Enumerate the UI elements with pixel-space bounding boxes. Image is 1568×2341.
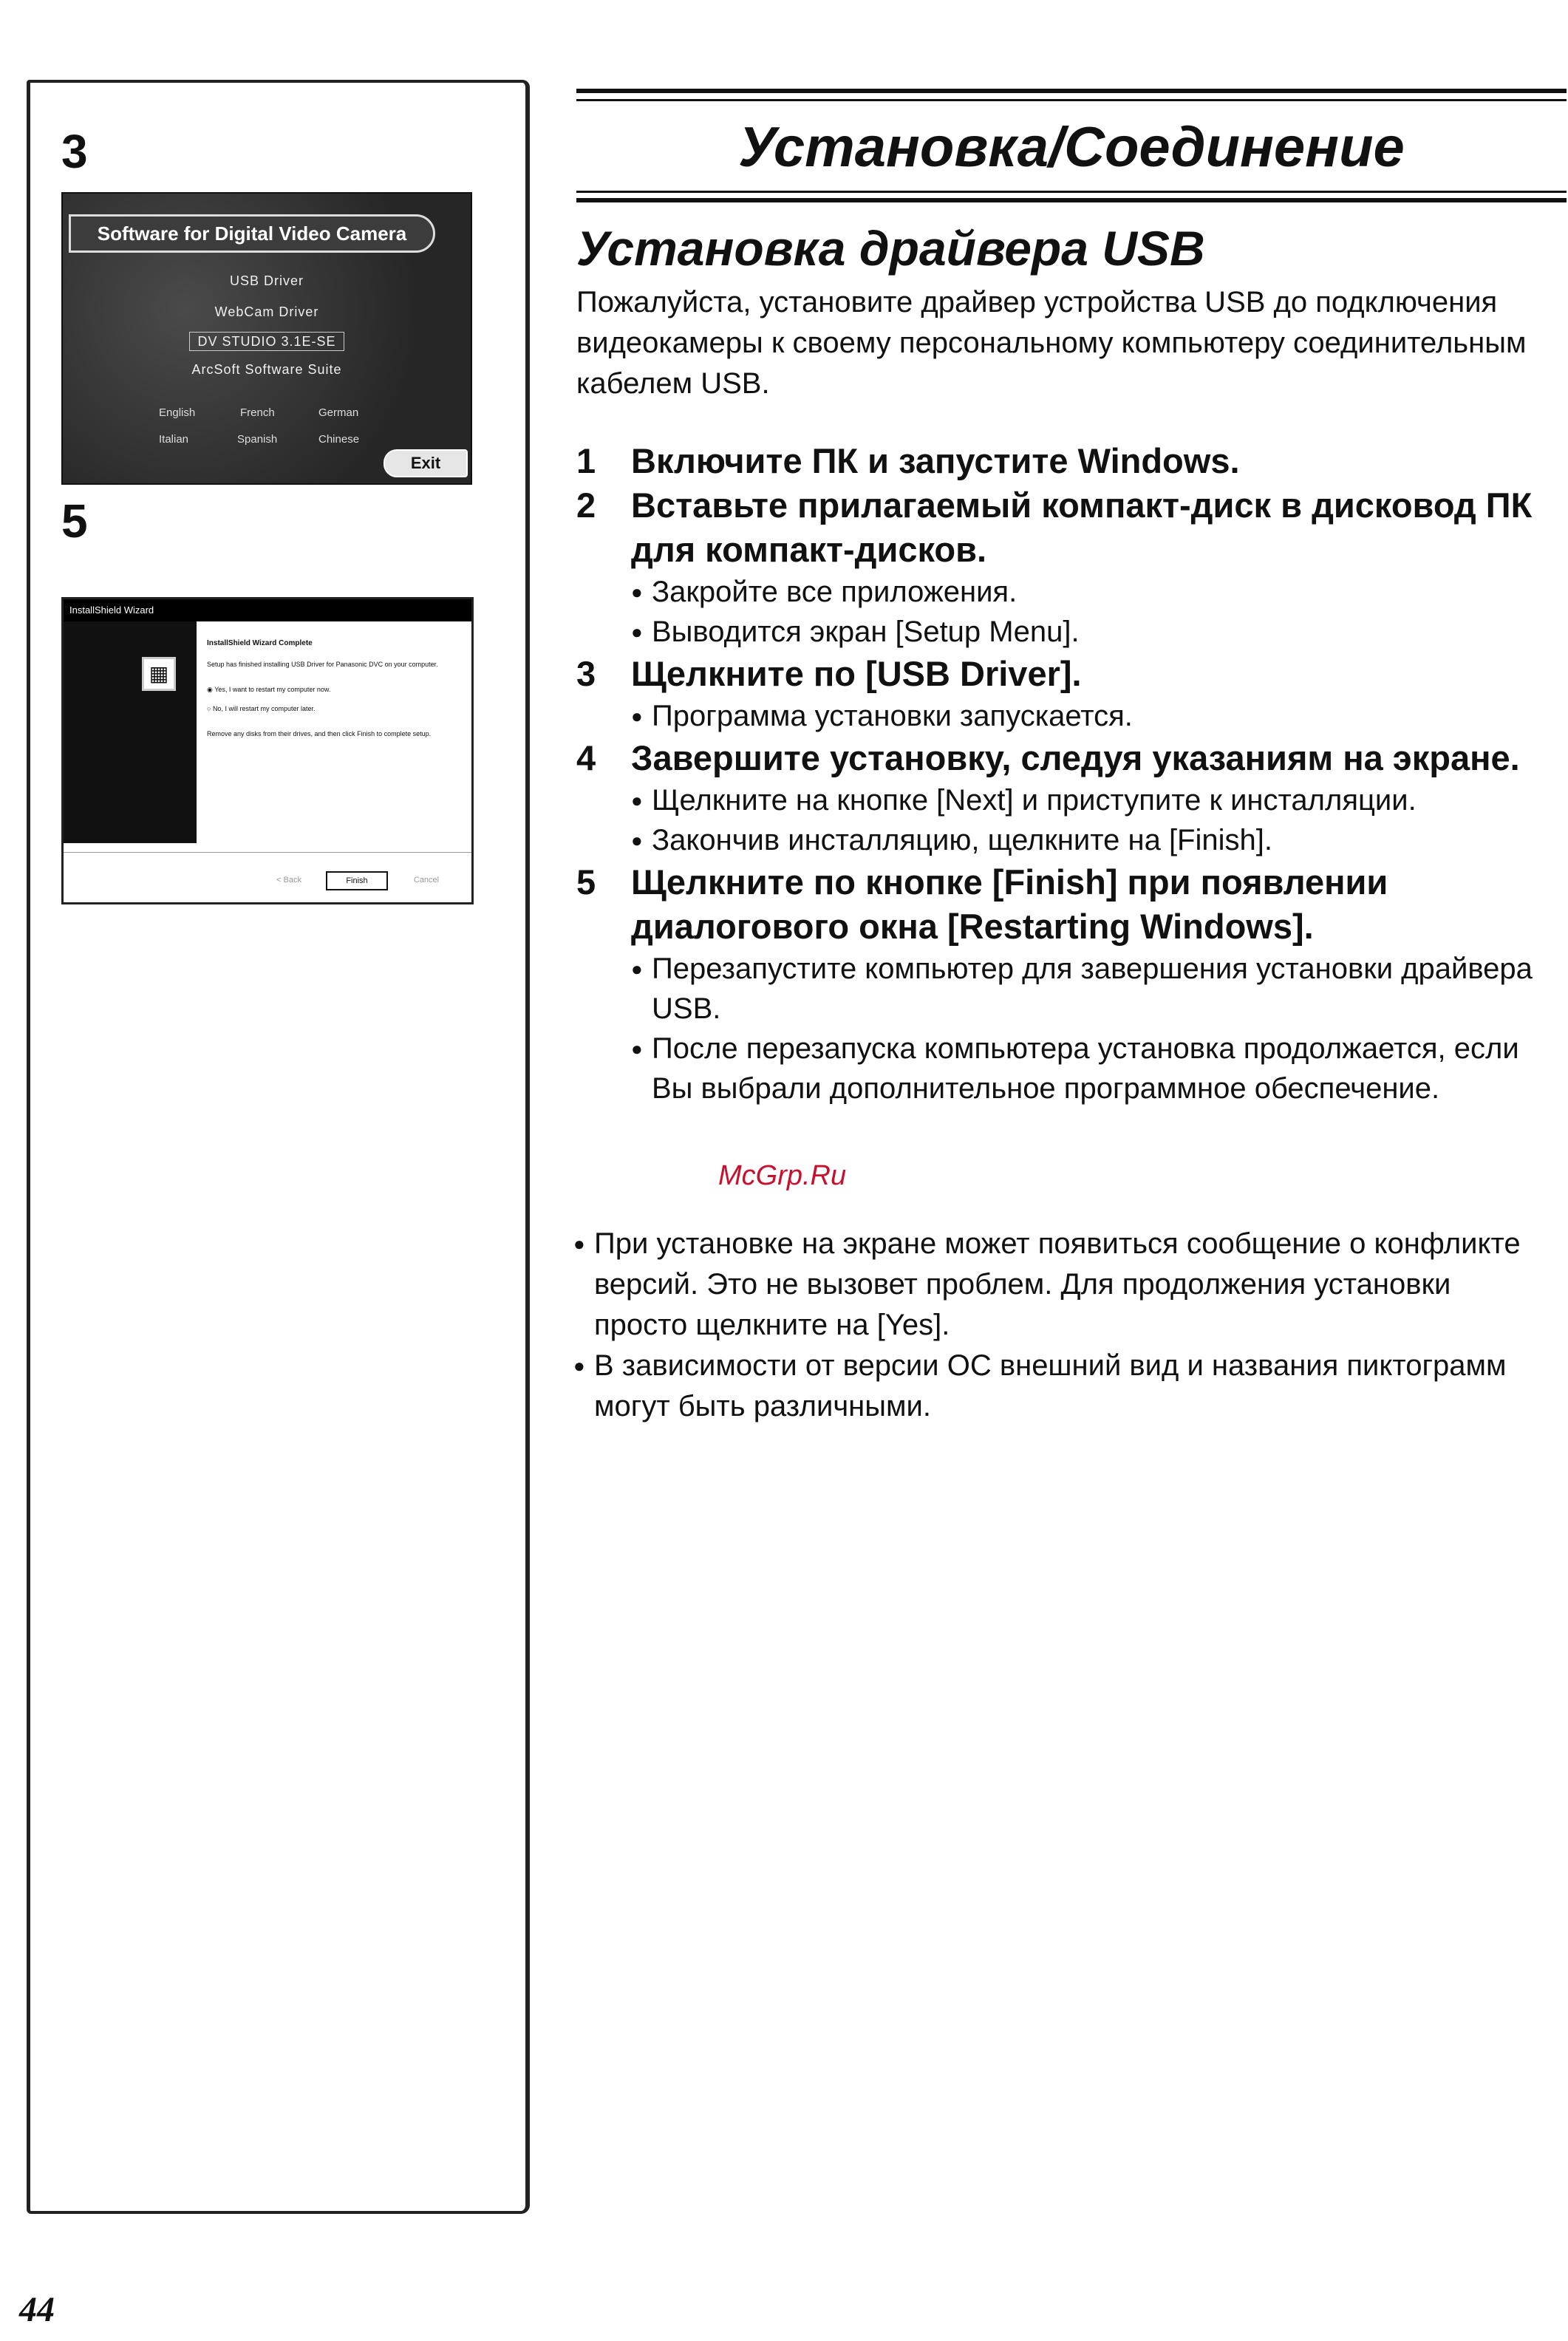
step-label-3: 3 bbox=[61, 125, 88, 178]
notes-list bbox=[573, 1224, 1549, 1427]
step-bullet: ● После перезапуска компьютера установка продолжается, если Вы выбрали дополнительное программное обеспечение. bbox=[631, 1029, 1567, 1108]
page-number: 44 bbox=[19, 2290, 55, 2329]
section-title: Установка драйвера USB bbox=[576, 221, 1205, 276]
step-1 bbox=[576, 439, 1567, 483]
step-label-5: 5 bbox=[61, 494, 88, 548]
finish-button[interactable]: Finish bbox=[326, 871, 388, 890]
lang-english[interactable]: English bbox=[159, 406, 196, 419]
step-number: 4 bbox=[576, 738, 596, 777]
step-number: 3 bbox=[576, 654, 596, 693]
page-title: Установка/Соединение bbox=[738, 116, 1405, 179]
installshield-content bbox=[207, 639, 458, 754]
header-rule-bottom-thin bbox=[576, 191, 1567, 193]
note-item: ● В зависимости от версии ОС внешний вид и названия пиктограмм могут быть различными. bbox=[573, 1346, 1549, 1427]
step-number: 2 bbox=[576, 485, 596, 525]
step-bullet: ● Закройте все приложения. bbox=[631, 572, 1567, 612]
installshield-side-banner bbox=[64, 621, 197, 843]
header-rule-top bbox=[576, 89, 1567, 93]
screenshot-panel bbox=[27, 80, 530, 2214]
lang-french[interactable]: French bbox=[240, 406, 275, 419]
step-5 bbox=[576, 860, 1567, 1108]
installshield-titlebar: InstallShield Wizard bbox=[64, 599, 471, 621]
step-bullet: ● Щелкните на кнопке [Next] и приступите к инсталляции. bbox=[631, 780, 1567, 820]
note-item: ● При установке на экране может появиться сообщение о конфликте версий. Это не вызовет проблем. Для продолжения установки просто щелкните на [Yes]. bbox=[573, 1224, 1549, 1346]
installshield-heading: InstallShield Wizard Complete bbox=[207, 639, 313, 647]
cancel-button[interactable]: Cancel bbox=[413, 876, 440, 885]
setup-menu-title: Software for Digital Video Camera bbox=[69, 214, 435, 253]
step-bullet: ● Выводится экран [Setup Menu]. bbox=[631, 612, 1567, 652]
step-bullet: ● Программа установки запускается. bbox=[631, 696, 1567, 736]
setup-menu-screenshot bbox=[61, 192, 472, 485]
installshield-divider bbox=[64, 852, 471, 853]
lang-italian[interactable]: Italian bbox=[159, 433, 189, 446]
option-restart-now[interactable]: ◉ Yes, I want to restart my computer now. bbox=[207, 686, 331, 693]
step-3 bbox=[576, 652, 1567, 736]
step-heading: Завершите установку, следуя указаниям на экране. bbox=[631, 738, 1520, 777]
step-heading: Включите ПК и запустите Windows. bbox=[631, 441, 1240, 480]
menu-item-webcam-driver[interactable]: WebCam Driver bbox=[214, 304, 319, 319]
menu-item-usb-driver[interactable]: USB Driver bbox=[229, 273, 304, 288]
header-rule-bottom bbox=[576, 198, 1567, 202]
lang-spanish[interactable]: Spanish bbox=[237, 433, 278, 446]
exit-button[interactable]: Exit bbox=[384, 449, 468, 477]
step-number: 1 bbox=[576, 441, 596, 480]
step-bullet: ● Перезапустите компьютер для завершения установки драйвера USB. bbox=[631, 949, 1567, 1029]
lang-chinese[interactable]: Chinese bbox=[318, 433, 360, 446]
step-heading: Щелкните по [USB Driver]. bbox=[631, 654, 1082, 693]
install-computer-icon: ▦ bbox=[142, 657, 176, 691]
watermark: McGrp.Ru bbox=[718, 1160, 847, 1191]
step-heading: Щелкните по кнопке [Finish] при появлении диалогового окна [Restarting Windows]. bbox=[631, 862, 1388, 946]
header-rule-top-thin bbox=[576, 99, 1567, 101]
step-bullet: ● Закончив инсталляцию, щелкните на [Finish]. bbox=[631, 820, 1567, 860]
back-button[interactable]: < Back bbox=[276, 876, 301, 885]
menu-item-arcsoft[interactable]: ArcSoft Software Suite bbox=[191, 362, 342, 377]
section-intro: Пожалуйста, установите драйвер устройства USB до подключения видеокамеры к своему персональному компьютеру соединительным кабелем USB. bbox=[576, 286, 1527, 400]
steps-list bbox=[576, 439, 1567, 1108]
step-number: 5 bbox=[576, 862, 596, 902]
lang-german[interactable]: German bbox=[318, 406, 359, 419]
installshield-instruction: Remove any disks from their drives, and then click Finish to complete setup. bbox=[207, 730, 432, 737]
step-2 bbox=[576, 483, 1567, 652]
option-restart-later[interactable]: ○ No, I will restart my computer later. bbox=[207, 705, 316, 712]
menu-item-dv-studio[interactable]: DV STUDIO 3.1E-SE bbox=[63, 334, 471, 350]
step-heading: Вставьте прилагаемый компакт-диск в дисковод ПК для компакт-дисков. bbox=[631, 485, 1533, 569]
installshield-screenshot bbox=[61, 597, 474, 904]
installshield-message: Setup has finished installing USB Driver for Panasonic DVC on your computer. bbox=[207, 661, 438, 668]
step-4 bbox=[576, 736, 1567, 860]
